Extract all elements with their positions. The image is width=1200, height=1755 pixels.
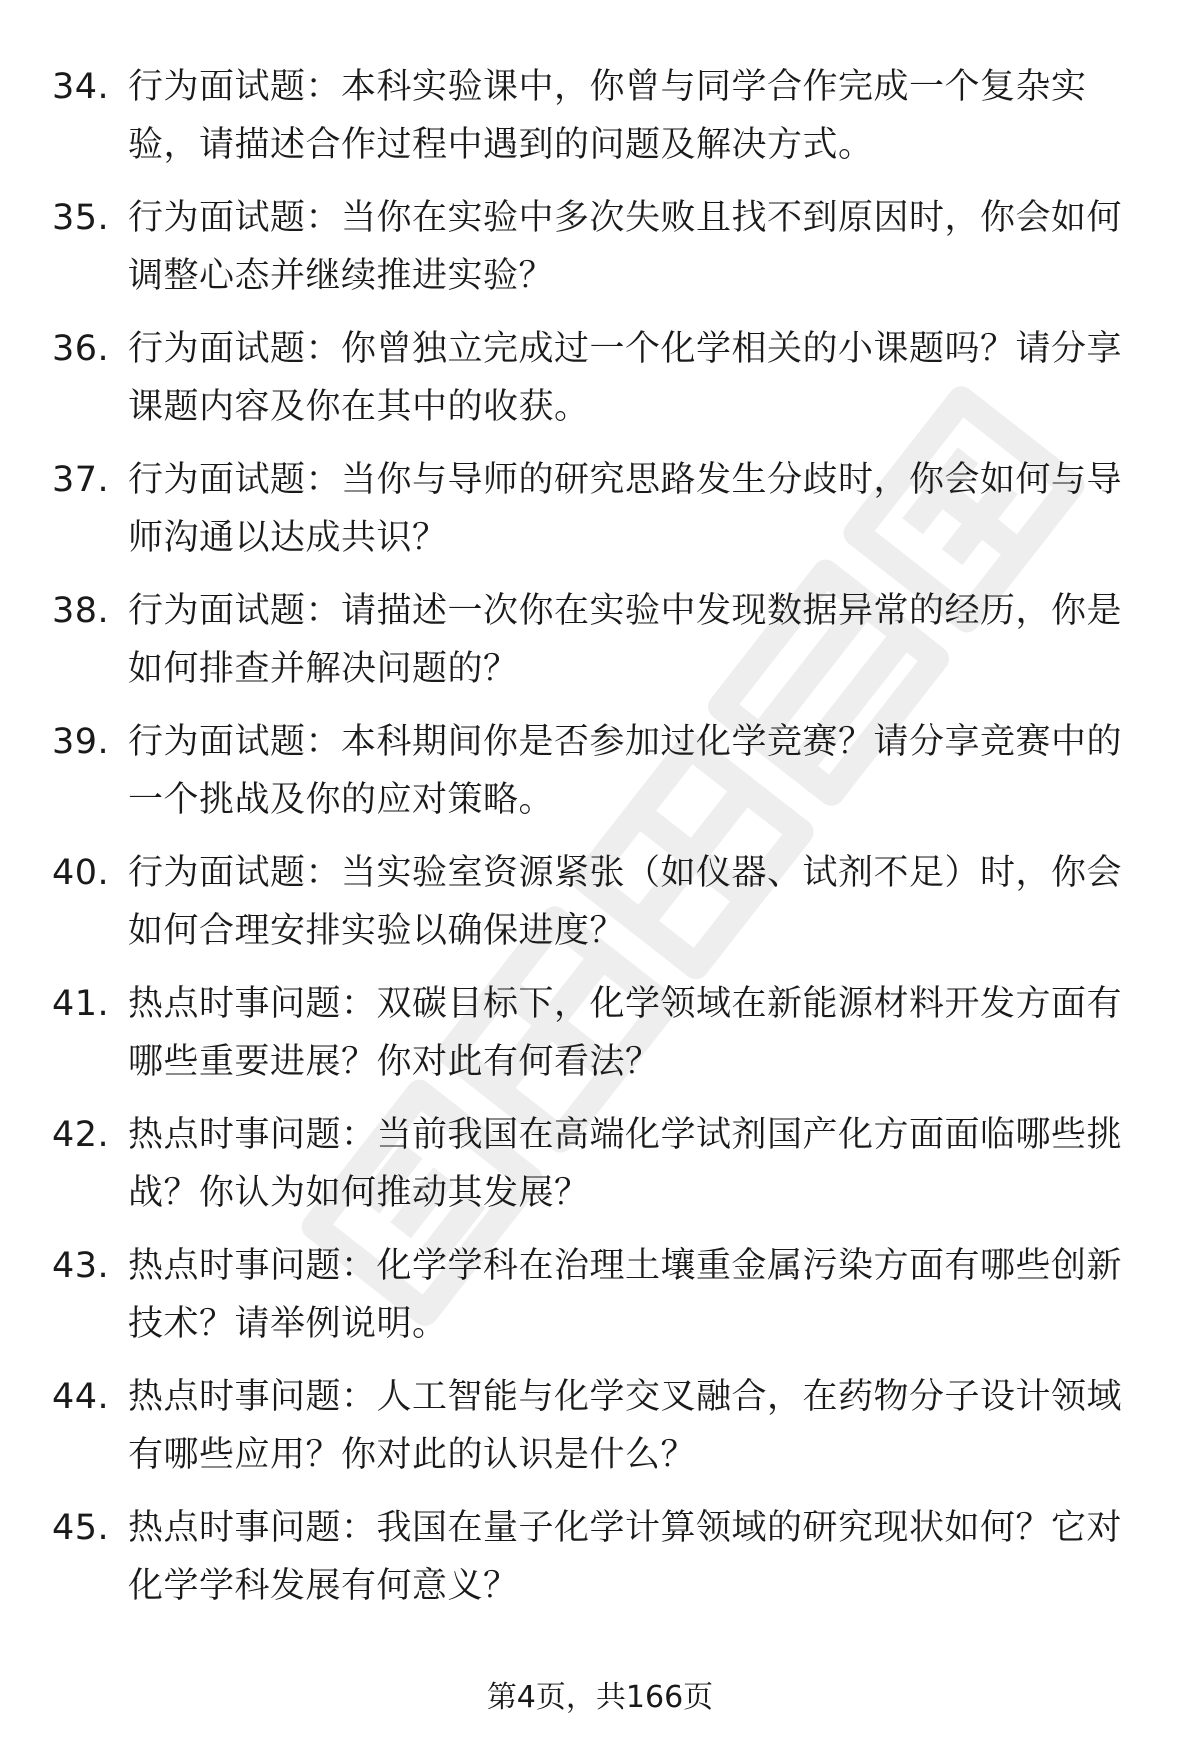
list-item xyxy=(52,975,1152,1091)
question-number: 39. xyxy=(52,722,110,762)
list-item xyxy=(52,844,1152,960)
question-text-line: 行为面试题：本科实验课中，你曾与同学合作完成一个复杂实 xyxy=(128,67,1087,107)
question-text-line: 行为面试题：你曾独立完成过一个化学相关的小课题吗？请分享 xyxy=(128,329,1123,369)
list-item xyxy=(52,58,1152,174)
question-text-line: 行为面试题：当实验室资源紧张（如仪器、试剂不足）时，你会 xyxy=(128,853,1123,893)
list-item xyxy=(52,189,1152,305)
question-text-line: 战？你认为如何推动其发展？ xyxy=(128,1173,590,1213)
question-number: 44. xyxy=(52,1377,110,1417)
question-text-line: 课题内容及你在其中的收获。 xyxy=(128,387,590,427)
list-item xyxy=(52,451,1152,567)
question-list xyxy=(52,58,1152,1630)
question-text-line: 热点时事问题：当前我国在高端化学试剂国产化方面面临哪些挑 xyxy=(128,1115,1123,1155)
list-item xyxy=(52,1106,1152,1222)
question-number: 38. xyxy=(52,591,110,631)
question-text-line: 热点时事问题：我国在量子化学计算领域的研究现状如何？它对 xyxy=(128,1508,1123,1548)
page-number-footer: 第4页，共166页 xyxy=(486,1680,714,1715)
list-item xyxy=(52,320,1152,436)
question-text-line: 行为面试题：当你在实验中多次失败且找不到原因时，你会如何 xyxy=(128,198,1123,238)
question-text-line: 哪些重要进展？你对此有何看法？ xyxy=(128,1042,661,1082)
question-number: 42. xyxy=(52,1115,110,1155)
question-text-line: 师沟通以达成共识？ xyxy=(128,518,448,558)
question-number: 36. xyxy=(52,329,110,369)
question-text-line: 有哪些应用？你对此的认识是什么？ xyxy=(128,1435,697,1475)
question-text-line: 如何合理安排实验以确保进度？ xyxy=(128,911,626,951)
question-text-line: 技术？请举例说明。 xyxy=(128,1304,448,1344)
question-text-line: 验，请描述合作过程中遇到的问题及解决方式。 xyxy=(128,125,874,165)
list-item xyxy=(52,1368,1152,1484)
question-text-line: 一个挑战及你的应对策略。 xyxy=(128,780,555,820)
question-text-line: 化学学科发展有何意义？ xyxy=(128,1566,519,1606)
question-number: 37. xyxy=(52,460,110,500)
question-number: 40. xyxy=(52,853,110,893)
question-number: 45. xyxy=(52,1508,110,1548)
list-item xyxy=(52,582,1152,698)
list-item xyxy=(52,713,1152,829)
list-item xyxy=(52,1237,1152,1353)
list-item xyxy=(52,1499,1152,1615)
question-text-line: 热点时事问题：双碳目标下，化学领域在新能源材料开发方面有 xyxy=(128,984,1123,1024)
question-number: 34. xyxy=(52,67,110,107)
question-text-line: 调整心态并继续推进实验？ xyxy=(128,256,555,296)
question-text-line: 行为面试题：当你与导师的研究思路发生分歧时，你会如何与导 xyxy=(128,460,1123,500)
question-text-line: 热点时事问题：人工智能与化学交叉融合，在药物分子设计领域 xyxy=(128,1377,1123,1417)
question-text-line: 热点时事问题：化学学科在治理土壤重金属污染方面有哪些创新 xyxy=(128,1246,1123,1286)
question-number: 43. xyxy=(52,1246,110,1286)
question-text-line: 行为面试题：本科期间你是否参加过化学竞赛？请分享竞赛中的 xyxy=(128,722,1123,762)
question-number: 41. xyxy=(52,984,110,1024)
question-text-line: 行为面试题：请描述一次你在实验中发现数据异常的经历，你是 xyxy=(128,591,1123,631)
question-text-line: 如何排查并解决问题的？ xyxy=(128,649,519,689)
question-number: 35. xyxy=(52,198,110,238)
